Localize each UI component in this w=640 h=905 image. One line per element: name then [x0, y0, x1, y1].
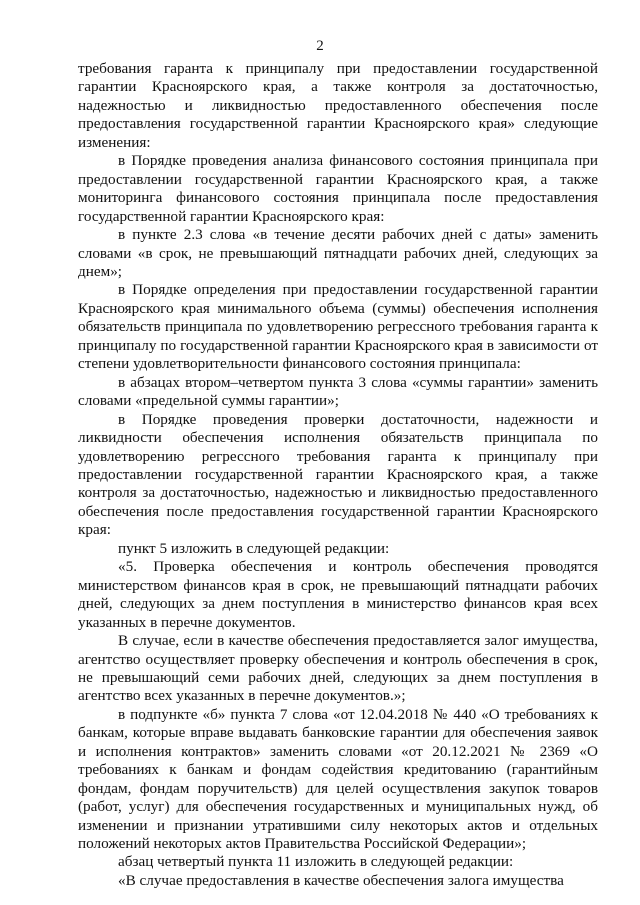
paragraph: в Порядке проведения анализа финансового состояния принципала при предоставлении государственной гарантии Красноярского края, а также мониторинга финансового состояния принципала после предоставления государственной гарантии Красноярского края:	[78, 152, 598, 225]
document-body	[78, 60, 598, 890]
paragraph: В случае, если в качестве обеспечения предоставляется залог имущества, агентство осуществляет проверку обеспечения и контроль обеспечения в срок, не превышающий семи рабочих дней, следующих за днем поступления в агентство всех указанных в перечне документов.»;	[78, 632, 598, 705]
page-number: 2	[316, 38, 324, 54]
paragraph: в Порядке определения при предоставлении государственной гарантии Красноярского края минимального объема (суммы) обеспечения исполнения обязательств принципала по удовлетворению регрессного требования гаранта к принципалу по государственной гарантии Красноярского края в зависимости от степени удовлетворительности финансового состояния принципала:	[78, 281, 598, 373]
paragraph: пункт 5 изложить в следующей редакции:	[118, 539, 390, 557]
paragraph: «В случае предоставления в качестве обеспечения залога имущества	[118, 871, 564, 889]
paragraph: в абзацах втором–четвертом пункта 3 слова «суммы гарантии» заменить словами «предельной суммы гарантии»;	[78, 373, 598, 410]
paragraph: требования гаранта к принципалу при предоставлении государственной гарантии Красноярского края, а также контроля за достаточностью, надежностью и ликвидностью предоставленного обеспечения после предоставления государственной гарантии Красноярского края» следующие изменения:	[78, 60, 598, 151]
paragraph: в подпункте «б» пункта 7 слова «от 12.04.2018 № 440 «О требованиях к банкам, которые вправе выдавать банковские гарантии для обеспечения заявок и исполнения контрактов» заменить словами «от 20.12.2021 № 2369 «О требованиях к банкам и фондам содействия кредитованию (гарантийным фондам, фондам поручительств) для целей осуществления закупок товаров (работ, услуг) для обеспечения государственных и муниципальных нужд, об изменении и признании утратившими силу некоторых актов и отдельных положений некоторых актов Правительства Российской Федерации»;	[78, 705, 598, 853]
paragraph: в Порядке проведения проверки достаточности, надежности и ликвидности обеспечения исполнения обязательств принципала по удовлетворению регрессного требования гаранта к принципалу при предоставлении государственной гарантии Красноярского края, а также контроля за достаточностью, надежностью и ликвидностью предоставленного обеспечения после предоставления государственной гарантии Красноярского края:	[78, 410, 598, 539]
paragraph: абзац четвертый пункта 11 изложить в следующей редакции:	[118, 853, 514, 871]
paragraph: «5. Проверка обеспечения и контроль обеспечения проводятся министерством финансов края в срок, не превышающий пятнадцати рабочих дней, следующих за днем поступления в министерство финансов края всех указанных в перечне документов.	[78, 558, 598, 631]
paragraph: в пункте 2.3 слова «в течение десяти рабочих дней с даты» заменить словами «в срок, не превышающий пятнадцати рабочих дней, следующих за днем»;	[78, 226, 598, 280]
